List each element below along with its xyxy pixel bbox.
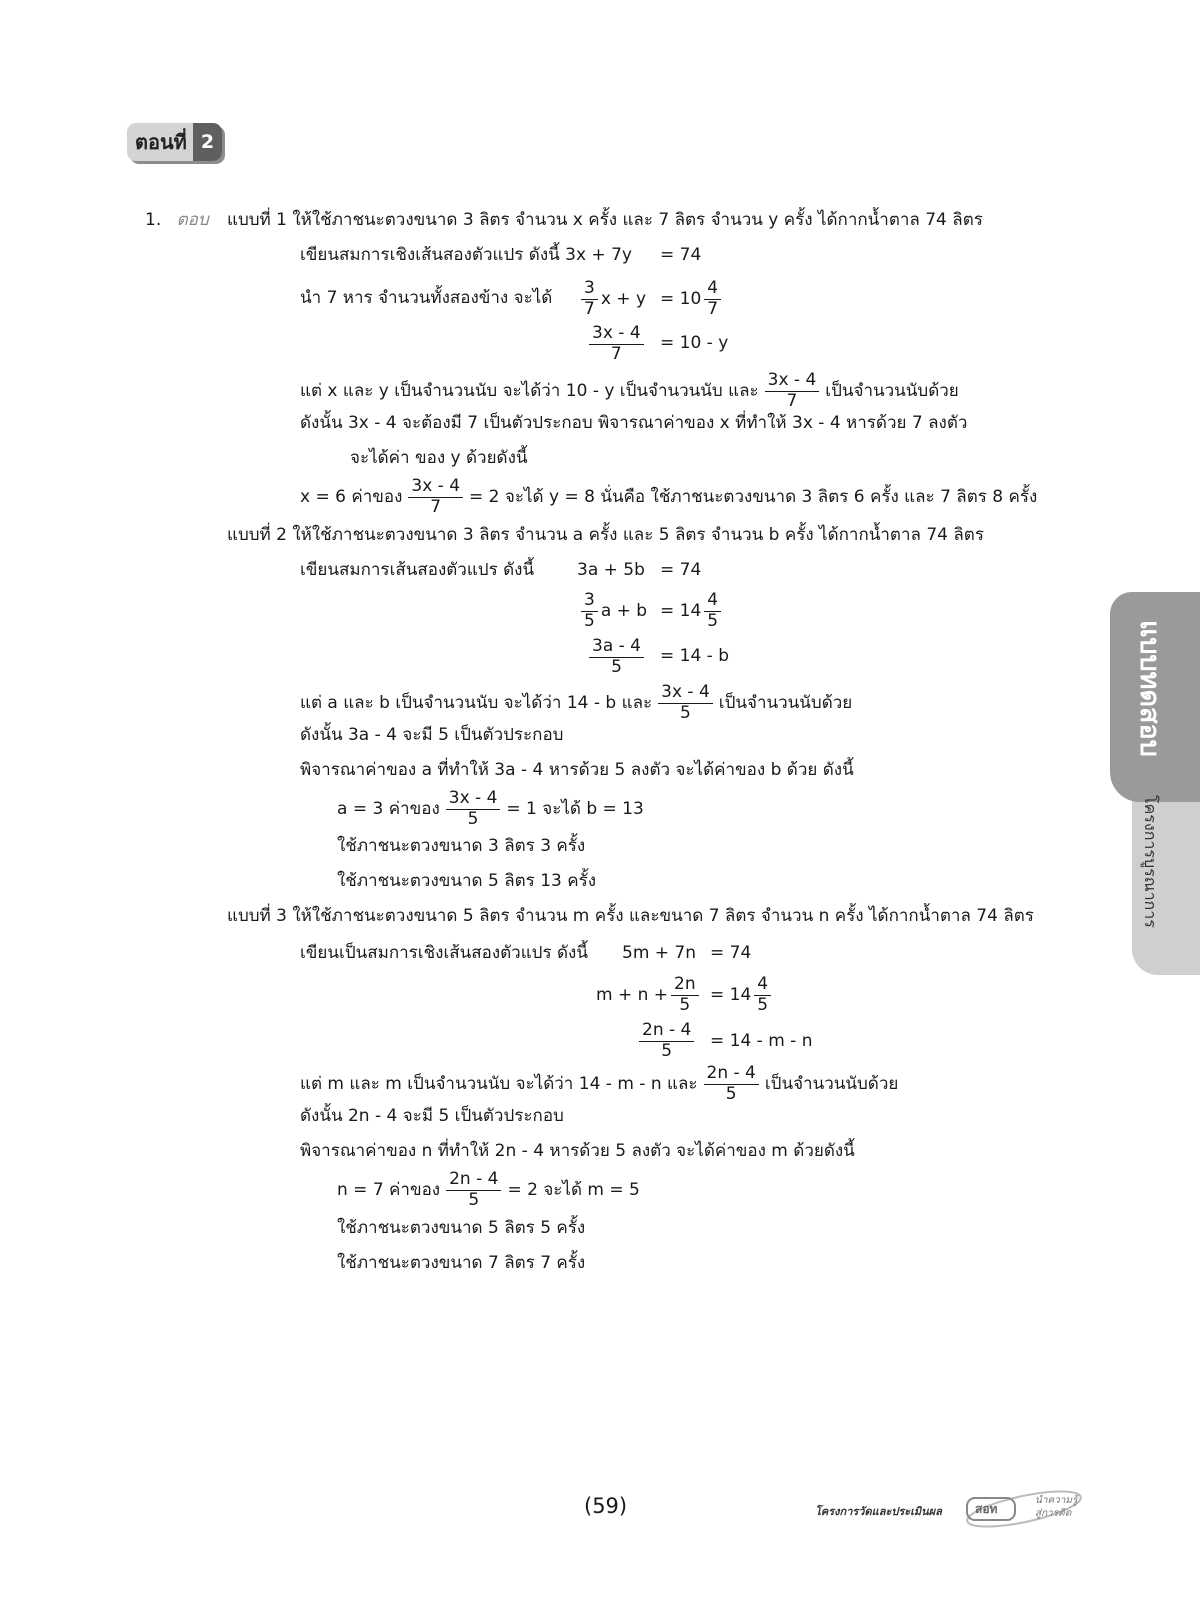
fraction: $\frac{4}{5}$ [704, 592, 721, 631]
side-tab-main-label: แบบทดสอบ [1134, 620, 1165, 757]
m2-eq-rhs: = 74 [660, 560, 702, 580]
fraction: $\frac{3x - 4}{7}$ [408, 478, 463, 517]
m2-eq2-var: a + b [600, 600, 648, 621]
m1-but-pre: แต่ x และ y เป็นจำนวนนับ จะได้ว่า 10 - y เป็นจำนวนนับ และ [300, 380, 759, 401]
footer-slogan-1: นำความรู้ [1035, 1495, 1078, 1506]
section-badge-number: 2 [193, 123, 222, 161]
fraction: $\frac{2n - 4}{5}$ [446, 1171, 501, 1210]
m2-res-post: = 1 จะได้ b = 13 [506, 798, 644, 819]
m3-but-post: เป็นจำนวนนับด้วย [764, 1073, 899, 1094]
method2-header: แบบที่ 2 ให้ใช้ภาชนะตวงขนาด 3 ลิตร จำนวน a ครั้ง และ 5 ลิตร จำนวน b ครั้ง ได้กากน้ำตาล 74 ลิตร [227, 525, 984, 545]
m3-eq3-rhs: = 14 - m - n [710, 1031, 813, 1051]
m2-use1: ใช้ภาชนะตวงขนาด 3 ลิตร 3 ครั้ง [337, 836, 586, 856]
footer-slogan-2: สู่การคิด [1035, 1508, 1072, 1519]
m1-eq2-lhs [578, 280, 646, 319]
m1-eq3-rhs: = 10 - y [660, 333, 729, 353]
side-tab-sub-label: โครงการบูรณาการ [1141, 795, 1160, 928]
m1-but-line [300, 372, 959, 411]
fraction: $\frac{3x - 4}{7}$ [589, 325, 644, 364]
m3-but-pre: แต่ m และ m เป็นจำนวนนับ จะได้ว่า 14 - m - n และ [300, 1073, 698, 1094]
m3-eq2-lhs [596, 976, 702, 1015]
m3-res-pre: n = 7 ค่าของ [337, 1179, 441, 1200]
m2-eq2-rhs-whole: = 14 [660, 600, 702, 621]
m2-consider: พิจารณาค่าของ a ที่ทำให้ 3a - 4 หารด้วย 5 ลงตัว จะได้ค่าของ b ด้วย ดังนี้ [300, 760, 854, 780]
m3-eq2-rhs-whole: = 14 [710, 984, 752, 1005]
fraction: $\frac{3x - 4}{7}$ [765, 372, 820, 411]
m3-eq-lhs: 5m + 7n [622, 943, 697, 963]
m2-eq2-lhs [578, 592, 647, 631]
fraction: $\frac{3}{7}$ [581, 280, 598, 319]
fraction: $\frac{2n - 4}{5}$ [639, 1022, 694, 1061]
m1-thus: ดังนั้น 3x - 4 จะต้องมี 7 เป็นตัวประกอบ พิจารณาค่าของ x ที่ทำให้ 3x - 4 หารด้วย 7 ลงตัว [300, 413, 968, 433]
m1-but-post: เป็นจำนวนนับด้วย [825, 380, 959, 401]
fraction: $\frac{3x - 4}{5}$ [446, 790, 501, 829]
m1-eq-intro: เขียนสมการเชิงเส้นสองตัวแปร ดังนี้ 3x + 7y [300, 245, 632, 265]
fraction: $\frac{2n}{5}$ [671, 976, 699, 1015]
m1-res-post: = 2 จะได้ y = 8 นั่นคือ ใช้ภาชนะตวงขนาด 3 ลิตร 6 ครั้ง และ 7 ลิตร 8 ครั้ง [469, 486, 1038, 507]
m1-res-pre: x = 6 ค่าของ [300, 486, 403, 507]
m3-consider: พิจารณาค่าของ n ที่ทำให้ 2n - 4 หารด้วย 5 ลงตัว จะได้ค่าของ m ด้วยดังนี้ [300, 1141, 855, 1161]
m3-eq2-rhs [710, 976, 774, 1015]
m1-eq3-lhs [586, 325, 647, 364]
method3-header: แบบที่ 3 ให้ใช้ภาชนะตวงขนาด 5 ลิตร จำนวน m ครั้ง และขนาด 7 ลิตร จำนวน n ครั้ง ได้กากน้ำตาล 74 ลิตร [227, 906, 1034, 926]
fraction: $\frac{4}{7}$ [704, 280, 721, 319]
section-badge-label: ตอนที่ [135, 130, 187, 154]
m3-but-line [300, 1065, 898, 1104]
m2-but-post: เป็นจำนวนนับด้วย [718, 692, 853, 713]
m3-eq3-lhs [636, 1022, 697, 1061]
m2-eq2-rhs [660, 592, 724, 631]
m2-eq-intro: เขียนสมการเส้นสองตัวแปร ดังนี้ [300, 560, 535, 580]
footer-logo-text: สอท [975, 1502, 998, 1516]
fraction: $\frac{3}{5}$ [581, 592, 598, 631]
m3-use1: ใช้ภาชนะตวงขนาด 5 ลิตร 5 ครั้ง [337, 1218, 586, 1238]
m2-but-line [300, 684, 852, 723]
fraction: $\frac{2n - 4}{5}$ [704, 1065, 759, 1104]
fraction: $\frac{3x - 4}{5}$ [658, 684, 713, 723]
m2-use2: ใช้ภาชนะตวงขนาด 5 ลิตร 13 ครั้ง [337, 871, 597, 891]
m1-div-intro: นำ 7 หาร จำนวนทั้งสองข้าง จะได้ [300, 288, 553, 308]
m2-eq3-lhs [586, 638, 647, 677]
m2-eq-lhs: 3a + 5b [577, 560, 645, 580]
m2-eq3-rhs: = 14 - b [660, 646, 730, 666]
m1-eq-rhs: = 74 [660, 245, 702, 265]
m3-eq-rhs: = 74 [710, 943, 752, 963]
m1-thus2: จะได้ค่า ของ y ด้วยดังนี้ [350, 448, 528, 468]
question-line [145, 212, 209, 229]
m3-res-post: = 2 จะได้ m = 5 [507, 1179, 640, 1200]
method1-header: แบบที่ 1 ให้ใช้ภาชนะตวงขนาด 3 ลิตร จำนวน x ครั้ง และ 7 ลิตร จำนวน y ครั้ง ได้กากน้ำตาล 74 ลิตร [227, 210, 983, 230]
footer-project-text: โครงการวัดและประเมินผล [815, 1505, 942, 1518]
m1-eq2-var: x + y [600, 288, 647, 309]
fraction: $\frac{4}{5}$ [754, 976, 771, 1015]
section-badge [127, 123, 222, 161]
answer-label: ตอบ [176, 210, 209, 230]
m2-res-pre: a = 3 ค่าของ [337, 798, 440, 819]
m2-thus: ดังนั้น 3a - 4 จะมี 5 เป็นตัวประกอบ [300, 725, 564, 745]
m3-thus: ดังนั้น 2n - 4 จะมี 5 เป็นตัวประกอบ [300, 1106, 564, 1126]
m1-result-line [300, 478, 1037, 517]
m1-eq2-rhs [660, 280, 724, 319]
fraction: $\frac{3a - 4}{5}$ [589, 638, 644, 677]
m3-eq2-pre: m + n + [596, 984, 669, 1005]
m3-use2: ใช้ภาชนะตวงขนาด 7 ลิตร 7 ครั้ง [337, 1253, 586, 1273]
m3-eq-intro: เขียนเป็นสมการเชิงเส้นสองตัวแปร ดังนี้ [300, 943, 588, 963]
m3-result-line [337, 1171, 640, 1210]
m2-but-pre: แต่ a และ b เป็นจำนวนนับ จะได้ว่า 14 - b และ [300, 692, 653, 713]
m1-eq2-rhs-whole: = 10 [660, 288, 702, 309]
m2-result-line [337, 790, 644, 829]
question-number: 1. [145, 210, 162, 230]
page-number: (59) [584, 1494, 628, 1518]
